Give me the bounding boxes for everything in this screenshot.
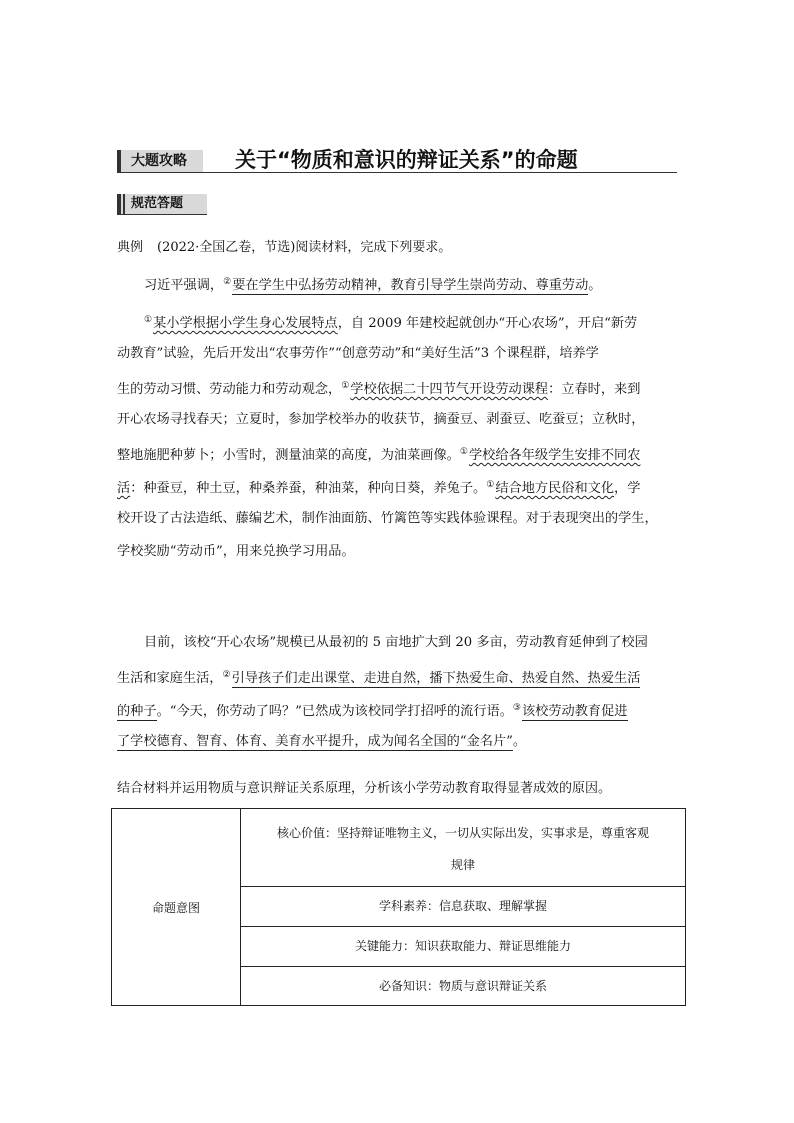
intent-row-core-value: 核心价值：坚持辩证唯物主义，一切从实际出发，实事求是，尊重客观 规律 <box>241 809 685 887</box>
question-text: 结合材料并运用物质与意识辩证关系原理，分析该小学劳动教育取得显著成效的原因。 <box>117 781 612 796</box>
marker-1: ① <box>341 381 350 391</box>
text-line: 了学校德育、智育、体育、美育水平提升，成为闻名全国的“金名片”。 <box>117 734 527 749</box>
underlined-text: 该校劳动教育促进 <box>522 704 628 719</box>
underlined-text: 的种子 <box>117 704 157 719</box>
section-tag: 规范答题 <box>117 194 207 215</box>
intent-label-cell: 命题意图 <box>112 809 241 1005</box>
underlined-text: 引导孩子们走出课堂、走进自然，播下热爱生命、热爱自然、热爱生活 <box>231 671 641 686</box>
text-line: 开心农场寻找春天；立夏时，参加学校举办的收获节，摘蚕豆、剥蚕豆、吃蚕豆；立秋时， <box>117 412 645 427</box>
wavy-underlined-text: 活 <box>117 481 131 496</box>
text-line: ①某小学根据小学生身心发展特点，自 2009 年建校起就创办“开心农场”，开启“新劳 <box>144 315 638 331</box>
marker-1: ① <box>486 480 495 490</box>
text-line: 校开设了古法造纸、藤编艺术，制作油面筋、竹篱笆等实践体验课程。对于表现突出的学生， <box>117 511 658 526</box>
wavy-underlined-text: 学校给各年级学生安排不同农 <box>468 448 641 463</box>
marker-1: ① <box>459 447 468 457</box>
text-line: 活：种蚕豆，种土豆，种桑养蚕，种油菜，种向日葵，养兔子。①结合地方民俗和文化，学 <box>117 480 641 496</box>
text-line: 的种子。“今天，你劳动了吗？”已然成为该校同学打招呼的流行语。③该校劳动教育促进 <box>117 703 628 719</box>
marker-2: ② <box>222 670 231 680</box>
text-line: 整地施肥种萝卜；小雪时，测量油菜的高度，为油菜画像。①学校给各年级学生安排不同农 <box>117 447 641 463</box>
marker-2: ② <box>223 277 232 287</box>
marker-3: ③ <box>512 703 521 713</box>
underlined-text: 要在学生中弘扬劳动精神，教育引导学生崇尚劳动、尊重劳动 <box>232 278 589 293</box>
material-paragraph-1 <box>117 266 677 299</box>
wavy-underlined-text: 某小学根据小学生身心发展特点 <box>153 316 338 331</box>
intent-row-key-ability: 关键能力：知识获取能力、辩证思维能力 <box>241 927 685 967</box>
text-line: 习近平强调，②要在学生中弘扬劳动精神，教育引导学生崇尚劳动、尊重劳动。 <box>144 277 602 293</box>
intent-row-literacy: 学科素养：信息获取、理解掌握 <box>241 887 685 927</box>
header-tag: 大题攻略 <box>117 150 203 172</box>
wavy-underlined-text: 学校依据二十四节气开设劳动课程 <box>350 382 549 397</box>
intent-table <box>111 808 686 1006</box>
text-line: 目前，该校“开心农场”规模已从最初的 5 亩地扩大到 20 多亩，劳动教育延伸到了校园 <box>144 635 648 650</box>
underlined-text: 了学校德育、智育、体育、美育水平提升，成为闻名全国的“金名片” <box>117 734 513 749</box>
intent-row-knowledge: 必备知识：物质与意识辩证关系 <box>378 979 547 993</box>
section-header <box>117 146 677 173</box>
material-paragraph-2 <box>117 304 677 568</box>
text-line: 生活和家庭生活，②引导孩子们走出课堂、走进自然，播下热爱生命、热爱自然、热爱生活 <box>117 670 641 686</box>
example-intro <box>117 236 451 255</box>
example-source: (2022·全国乙卷，节选)阅读材料，完成下列要求。 <box>157 240 452 255</box>
wavy-underlined-text: 结合地方民俗和文化 <box>495 481 615 496</box>
marker-1: ① <box>144 315 153 325</box>
page-title: 关于“物质和意识的辩证关系”的命题 <box>235 148 578 172</box>
text-line: 动教育”试验，先后开发出“农事劳作”“创意劳动”和“美好生活”3 个课程群，培养学 <box>117 346 599 361</box>
text-line: 学校奖励“劳动币”，用来兑换学习用品。 <box>117 544 355 559</box>
text-line: 生的劳动习惯、劳动能力和劳动观念，①学校依据二十四节气开设劳动课程：立春时，来到 <box>117 381 641 397</box>
example-label: 典例 <box>117 240 144 255</box>
material-paragraph-3 <box>117 626 677 758</box>
